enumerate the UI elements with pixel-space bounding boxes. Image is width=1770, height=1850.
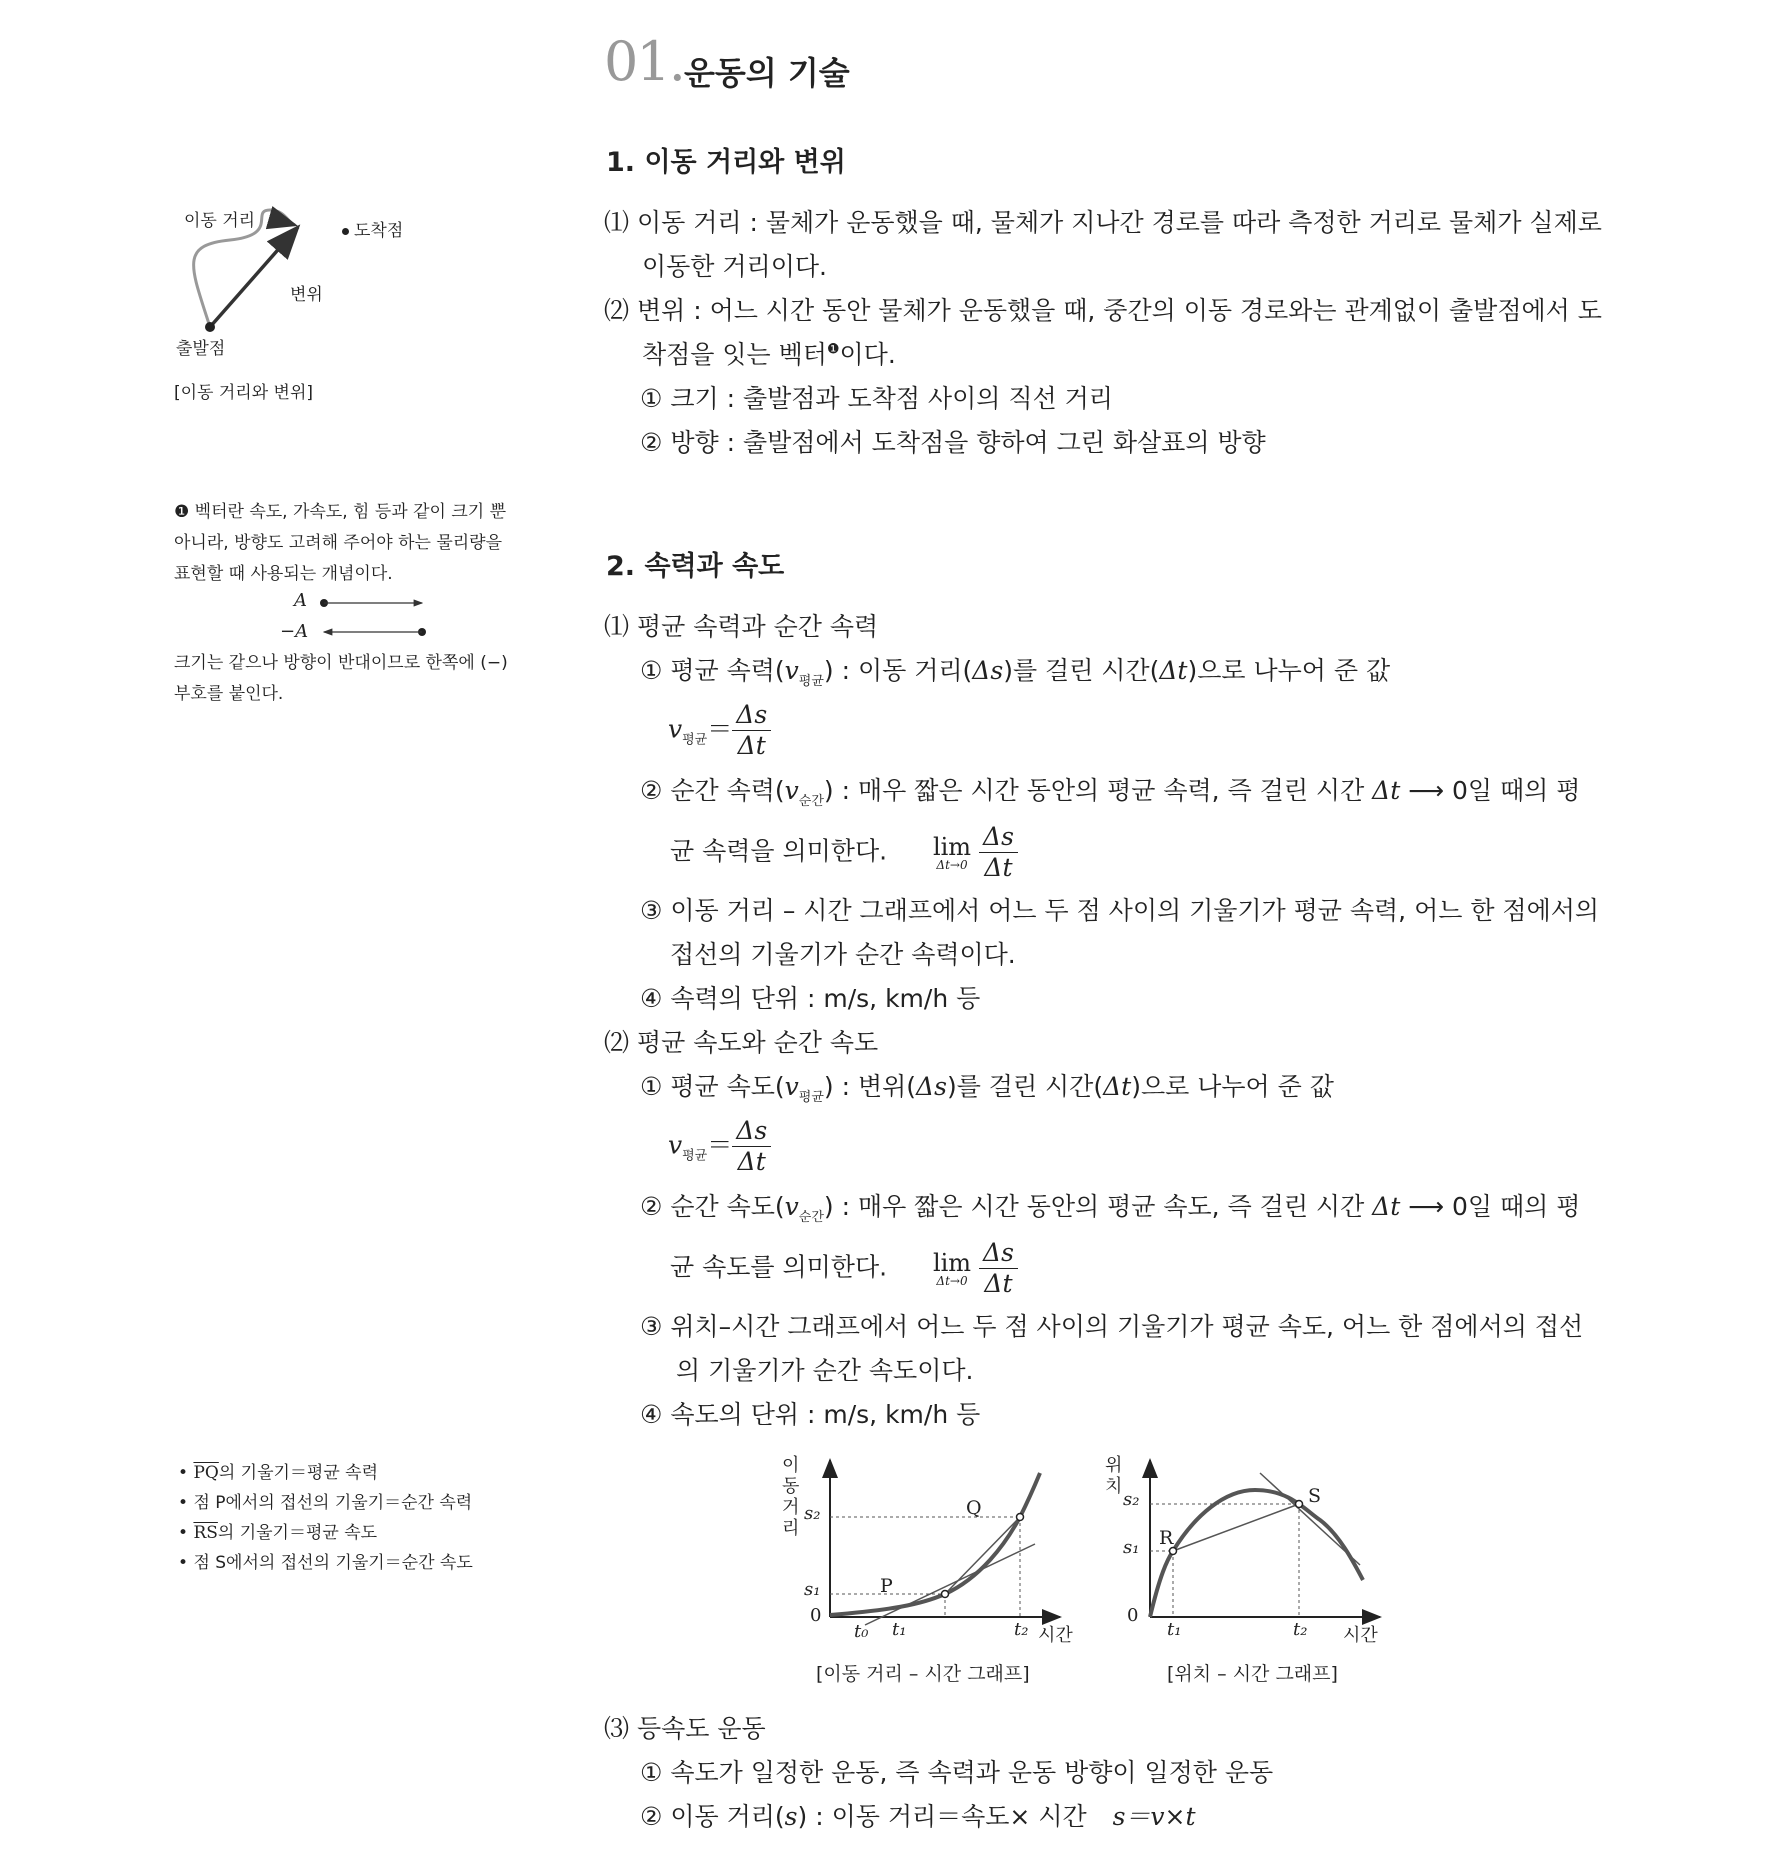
subscript: 평균 <box>798 674 824 689</box>
text: )으로 나누어 준 값 <box>1187 656 1391 685</box>
graph1-caption: [이동 거리 – 시간 그래프] <box>816 1663 1030 1685</box>
vector-neg-a-label: −A <box>280 621 309 642</box>
graph2-ylabel <box>1105 1455 1122 1497</box>
text: 이다. <box>839 340 896 369</box>
note-p: • 점 P에서의 접선의 기울기＝순간 속력 <box>178 1493 473 1513</box>
fraction <box>732 700 771 761</box>
point-p <box>942 1591 949 1598</box>
section2-heading: 2. 속력과 속도 <box>606 551 785 582</box>
formula-avg-velocity <box>668 1116 771 1177</box>
s2-line <box>640 656 1390 690</box>
subscript: 순간 <box>798 1210 824 1225</box>
subscript: 평균 <box>682 1148 708 1164</box>
denominator: Δt <box>984 853 1013 882</box>
s1-line <box>642 340 896 370</box>
graph-distance-time <box>770 1455 1073 1695</box>
formula-avg-speed <box>668 700 771 761</box>
var: Δt <box>1372 1192 1401 1221</box>
text: ① 평균 속력( <box>640 656 785 685</box>
position-curve <box>1150 1490 1363 1617</box>
text: ⟶ 0일 때의 평 <box>1408 776 1581 805</box>
s2-line: ③ 위치–시간 그래프에서 어느 두 점 사이의 기울기가 평균 속도, 어느 한 점에서의 접선 <box>640 1312 1584 1341</box>
s2-line: ① 속도가 일정한 운동, 즉 속력과 운동 방향이 일정한 운동 <box>640 1758 1274 1787</box>
tick-zero: 0 <box>810 1605 822 1626</box>
ylabel-char: 리 <box>782 1518 800 1539</box>
footnote-line: ❶ 벡터란 속도, 가속도, 힘 등과 같이 크기 뿐 <box>174 502 507 522</box>
s2-line: ④ 속도의 단위 : m/s, km/h 등 <box>640 1400 981 1429</box>
label-start-point: 출발점 <box>176 339 226 359</box>
s1-line: 이동한 거리이다. <box>642 252 827 281</box>
text: )으로 나누어 준 값 <box>1131 1072 1334 1101</box>
s1-line: ① 크기 : 출발점과 도착점 사이의 직선 거리 <box>640 384 1113 413</box>
text: ② 순간 속도( <box>640 1192 785 1221</box>
lim-under: Δt→0 <box>936 857 968 872</box>
numerator: Δs <box>732 700 771 731</box>
var: v <box>784 1192 799 1221</box>
subscript: 평균 <box>682 732 708 748</box>
label-q: Q <box>966 1497 982 1519</box>
tick-t0: t₀ <box>854 1621 869 1642</box>
note-text: 점 S에서의 접선의 기울기＝순간 속도 <box>193 1553 473 1573</box>
limit <box>932 832 972 872</box>
point-q <box>1017 1514 1024 1521</box>
fraction <box>979 822 1018 883</box>
equals: ＝ <box>707 714 733 744</box>
graph2-caption: [위치 – 시간 그래프] <box>1167 1663 1338 1685</box>
vector-arrows-diagram <box>318 592 430 642</box>
s2-line: 의 기울기가 순간 속도이다. <box>676 1356 974 1385</box>
note-pq: • $\overline{PQ}$의 기울기＝평균 속력 <box>178 1463 379 1483</box>
note-text: 의 기울기＝평균 속력 <box>218 1463 379 1483</box>
end-point-dot <box>342 228 349 235</box>
x-axis-label: 시간 <box>1343 1625 1378 1646</box>
subscript: 평균 <box>798 1090 824 1105</box>
s2-line <box>640 1072 1334 1106</box>
ylabel-char: 동 <box>782 1476 800 1497</box>
text: 균 속도를 의미한다. <box>670 1252 888 1282</box>
tick-t1: t₁ <box>892 1619 907 1640</box>
footnote-line: 아니라, 방향도 고려해 주어야 하는 물리량을 <box>174 533 503 553</box>
vector-a-label: A <box>294 590 307 611</box>
footnote-line: 표현할 때 사용되는 개념이다. <box>174 564 393 584</box>
segment-rs: $\overline{RS}$ <box>193 1523 218 1543</box>
label-p: P <box>880 1575 893 1597</box>
s2-line <box>640 1192 1580 1226</box>
var: Δt <box>1159 656 1188 685</box>
graph-notes <box>178 1458 473 1578</box>
section1-heading: 1. 이동 거리와 변위 <box>606 147 846 178</box>
limit <box>932 1248 972 1288</box>
ylabel-char: 거 <box>782 1497 800 1518</box>
text: ② 이동 거리( <box>640 1802 785 1831</box>
text: ) : 이동 거리( <box>823 656 973 685</box>
s1-line: ⑵ 변위 : 어느 시간 동안 물체가 운동했을 때, 중간의 이동 경로와는 관계없이 출발점에서 도 <box>604 296 1602 325</box>
text: ⟶ 0일 때의 평 <box>1408 1192 1581 1221</box>
s1-line: ⑴ 이동 거리 : 물체가 운동했을 때, 물체가 지나간 경로를 따라 측정한 거리로 물체가 실제로 <box>604 208 1602 237</box>
s2-line <box>670 1238 1018 1299</box>
numerator: Δs <box>732 1116 771 1147</box>
label-r: R <box>1159 1527 1174 1549</box>
text: ) : 변위( <box>823 1072 917 1101</box>
var: v <box>784 656 799 685</box>
var: Δs <box>916 1072 947 1101</box>
footnote-ref[interactable]: ❶ <box>826 341 840 358</box>
label-distance: 이동 거리 <box>184 211 256 231</box>
var: v <box>784 776 799 805</box>
note-text: 점 P에서의 접선의 기울기＝순간 속력 <box>193 1493 473 1513</box>
note-text: 의 기울기＝평균 속도 <box>217 1523 378 1543</box>
s2-sub-heading: ⑵ 평균 속도와 순간 속도 <box>604 1028 879 1057</box>
footnote-line: 크기는 같으나 방향이 반대이므로 한쪽에 (−) <box>174 653 508 673</box>
chapter-title: 운동의 기술 <box>684 54 850 92</box>
var: Δs <box>972 656 1004 685</box>
ylabel-char: 이 <box>782 1455 800 1476</box>
s2-line: ③ 이동 거리 – 시간 그래프에서 어느 두 점 사이의 기울기가 평균 속력, 어느 한 점에서의 <box>640 896 1600 925</box>
fraction <box>979 1238 1018 1299</box>
equals: ＝ <box>707 1130 733 1160</box>
denominator: Δt <box>737 731 766 760</box>
denominator: Δt <box>737 1147 766 1176</box>
text: ) : 매우 짧은 시간 동안의 평균 속력, 즉 걸린 시간 <box>823 776 1365 805</box>
tick-t1: t₁ <box>1167 1619 1182 1640</box>
text: )를 걸린 시간( <box>946 1072 1104 1101</box>
secant-pq <box>945 1517 1020 1594</box>
var: v <box>668 714 683 744</box>
formula: s＝v×t <box>1112 1802 1196 1831</box>
x-axis-label: 시간 <box>1038 1625 1073 1646</box>
tick-s1: s₁ <box>1123 1537 1140 1558</box>
s2-line: ④ 속력의 단위 : m/s, km/h 등 <box>640 984 981 1013</box>
numerator: Δs <box>979 822 1018 853</box>
graph1-ylabel <box>782 1455 799 1539</box>
segment-pq: $\overline{PQ}$ <box>193 1463 219 1483</box>
label-end-point: 도착점 <box>354 221 404 241</box>
lim-text: lim <box>932 1248 972 1277</box>
subscript: 순간 <box>798 794 824 809</box>
s2-line <box>640 776 1580 810</box>
label-s: S <box>1308 1485 1322 1507</box>
ylabel-char: 위 <box>1105 1455 1123 1476</box>
numerator: Δs <box>979 1238 1018 1269</box>
text: 균 속력을 의미한다. <box>670 836 888 866</box>
tick-zero: 0 <box>1127 1605 1139 1626</box>
footnote-vector <box>174 497 506 590</box>
label-displacement: 변위 <box>290 285 323 305</box>
text: ② 순간 속력( <box>640 776 785 805</box>
ylabel-char: 치 <box>1105 1476 1123 1497</box>
tick-s2: s₂ <box>804 1503 821 1524</box>
note-rs: • $\overline{RS}$의 기울기＝평균 속도 <box>178 1523 378 1543</box>
lim-under: Δt→0 <box>936 1273 968 1288</box>
point-s <box>1296 1501 1303 1508</box>
text: 착점을 잇는 벡터 <box>642 340 827 369</box>
tick-t2: t₂ <box>1293 1619 1308 1640</box>
s2-sub-heading: ⑶ 등속도 운동 <box>604 1714 766 1743</box>
footnote-after <box>174 648 508 710</box>
text: ① 평균 속도( <box>640 1072 785 1101</box>
chapter-number: 01. <box>604 30 684 93</box>
s2-line <box>640 1802 1196 1832</box>
s2-line <box>670 822 1018 883</box>
var: v <box>784 1072 799 1101</box>
note-s: • 점 S에서의 접선의 기울기＝순간 속도 <box>178 1553 473 1573</box>
var: Δt <box>1103 1072 1132 1101</box>
footnote-line: 부호를 붙인다. <box>174 684 284 704</box>
s2-line: 접선의 기울기가 순간 속력이다. <box>670 940 1016 969</box>
text: ) : 매우 짧은 시간 동안의 평균 속도, 즉 걸린 시간 <box>823 1192 1365 1221</box>
denominator: Δt <box>984 1269 1013 1298</box>
fraction <box>732 1116 771 1177</box>
tick-s1: s₁ <box>804 1579 821 1600</box>
lim-text: lim <box>932 832 972 861</box>
var: Δt <box>1372 776 1401 805</box>
tick-t2: t₂ <box>1014 1619 1029 1640</box>
text: ) : 이동 거리＝속도× 시간 <box>797 1802 1087 1831</box>
figure1-caption: [이동 거리와 변위] <box>174 383 314 403</box>
s1-line: ② 방향 : 출발점에서 도착점을 향하여 그린 화살표의 방향 <box>640 428 1266 457</box>
var: s <box>784 1802 798 1831</box>
tick-s2: s₂ <box>1123 1489 1140 1510</box>
graph-position-time <box>1105 1455 1405 1695</box>
var: v <box>668 1130 683 1160</box>
s2-sub-heading: ⑴ 평균 속력과 순간 속력 <box>604 612 879 641</box>
text: )를 걸린 시간( <box>1003 656 1160 685</box>
